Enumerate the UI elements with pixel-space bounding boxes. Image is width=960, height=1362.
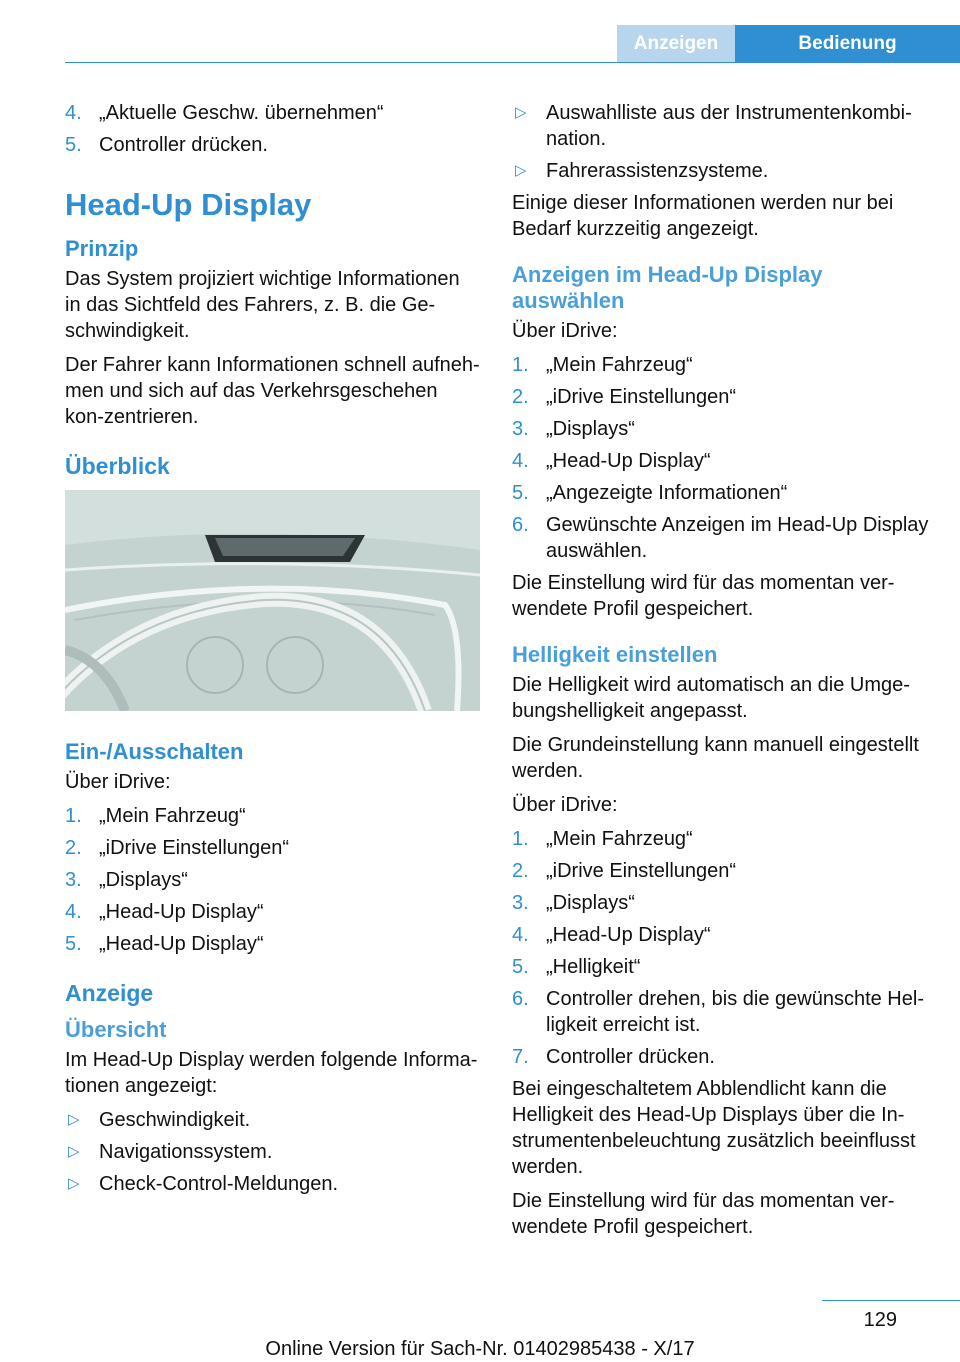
page-number-area xyxy=(822,1300,960,1332)
list-item xyxy=(512,100,932,152)
step-text: Controller drehen, bis die gewünschte Hel-ligkeit erreicht ist. xyxy=(546,988,924,1036)
list-item xyxy=(65,931,480,957)
helligkeit-intro: Über iDrive: xyxy=(512,794,618,816)
bullet-text: Fahrerassistenzsysteme. xyxy=(546,160,769,182)
triangle-bullet-icon: ▷ xyxy=(68,1111,80,1128)
step-text: Controller drücken. xyxy=(546,1046,715,1068)
step-number: 5. xyxy=(512,482,529,504)
step-text: „Mein Fahrzeug“ xyxy=(99,805,246,827)
step-text: „Head-Up Display“ xyxy=(546,450,711,472)
step-number: 4. xyxy=(65,102,82,124)
step-number: 1. xyxy=(512,828,529,850)
bullet-text: Geschwindigkeit. xyxy=(99,1109,251,1131)
prinzip-paragraph-2: Der Fahrer kann Informationen schnell aufneh-men und sich auf das Verkehrsgeschehen kon-zentrieren. xyxy=(65,354,480,428)
step-number: 4. xyxy=(512,924,529,946)
step-text: „iDrive Einstellungen“ xyxy=(546,386,737,408)
step-text: „Mein Fahrzeug“ xyxy=(546,828,693,850)
list-item xyxy=(512,384,932,410)
uebersicht-paragraph: Im Head-Up Display werden folgende Informa-tionen angezeigt: xyxy=(65,1049,478,1097)
header-divider xyxy=(65,62,960,63)
profile-note-2: Die Einstellung wird für das momentan ver-wendete Profil gespeichert. xyxy=(512,1190,895,1238)
step-number: 6. xyxy=(512,988,529,1010)
list-item xyxy=(65,1107,480,1133)
step-number: 4. xyxy=(65,901,82,923)
triangle-bullet-icon: ▷ xyxy=(68,1175,80,1192)
ein-steps-list xyxy=(65,803,480,957)
step-text: „Helligkeit“ xyxy=(546,956,641,978)
list-item xyxy=(65,132,480,158)
list-item xyxy=(512,480,932,506)
bullet-text: Auswahlliste aus der Instrumentenkombi-nation. xyxy=(546,102,912,150)
info-bullet-list xyxy=(65,1107,480,1197)
abblendlicht-paragraph: Bei eingeschaltetem Abblendlicht kann die Helligkeit des Head-Up Displays über die In-strumentenbeleuchtung zusätzlich beeinflusst werden. xyxy=(512,1078,916,1178)
step-text: „Displays“ xyxy=(546,892,635,914)
step-text: „iDrive Einstellungen“ xyxy=(99,837,290,859)
profile-note: Die Einstellung wird für das momentan ver-wendete Profil gespeichert. xyxy=(512,572,895,620)
step-text: „Mein Fahrzeug“ xyxy=(546,354,693,376)
list-item xyxy=(65,867,480,893)
bullet-text: Check-Control-Meldungen. xyxy=(99,1173,339,1195)
helligkeit-paragraph-1: Die Helligkeit wird automatisch an die Umge-bungshelligkeit angepasst. xyxy=(512,674,910,722)
right-column xyxy=(512,100,932,1248)
page-number: 129 xyxy=(863,1309,897,1331)
step-number: 5. xyxy=(512,956,529,978)
step-number: 7. xyxy=(512,1046,529,1068)
step-number: 2. xyxy=(65,837,82,859)
step-text: Gewünschte Anzeigen im Head-Up Display auswählen. xyxy=(546,514,929,562)
list-item xyxy=(65,835,480,861)
triangle-bullet-icon: ▷ xyxy=(68,1143,80,1160)
footer-text: Online Version für Sach-Nr. 01402985438 - X/17 xyxy=(265,1338,695,1360)
prinzip-heading: Prinzip xyxy=(65,236,139,261)
bullet-text: Navigationssystem. xyxy=(99,1141,273,1163)
step-text: „Aktuelle Geschw. übernehmen“ xyxy=(99,102,384,124)
step-number: 3. xyxy=(65,869,82,891)
list-item xyxy=(512,158,932,184)
step-text: „Angezeigte Informationen“ xyxy=(546,482,788,504)
step-text: Controller drücken. xyxy=(99,134,268,156)
step-text: „Head-Up Display“ xyxy=(99,901,264,923)
anzeige-heading: Anzeige xyxy=(65,980,154,1006)
list-item xyxy=(512,1044,932,1070)
ueberblick-heading: Überblick xyxy=(65,453,170,479)
list-item xyxy=(65,1171,480,1197)
tab-bedienung[interactable]: Bedienung xyxy=(735,25,960,62)
list-item xyxy=(512,954,932,980)
header-bar xyxy=(65,25,960,63)
auswaehlen-intro: Über iDrive: xyxy=(512,320,618,342)
list-item xyxy=(512,986,932,1038)
step-number: 6. xyxy=(512,514,529,536)
step-text: „Displays“ xyxy=(99,869,188,891)
page-number-rule xyxy=(822,1300,960,1301)
step-number: 2. xyxy=(512,386,529,408)
ein-intro: Über iDrive: xyxy=(65,771,171,793)
prinzip-paragraph-1: Das System projiziert wichtige Informationen in das Sichtfeld des Fahrers, z. B. die Ge-schwindigkeit. xyxy=(65,268,460,342)
head-up-display-illustration xyxy=(65,490,480,711)
step-number: 5. xyxy=(65,134,82,156)
list-item xyxy=(65,803,480,829)
uebersicht-heading: Übersicht xyxy=(65,1017,167,1042)
list-item xyxy=(65,1139,480,1165)
info-bullet-list-continued xyxy=(512,100,932,184)
list-item xyxy=(512,512,932,564)
step-text: „iDrive Einstellungen“ xyxy=(546,860,737,882)
list-item xyxy=(65,100,480,126)
auswaehlen-heading: Anzeigen im Head-Up Display auswählen xyxy=(512,262,823,313)
step-number: 3. xyxy=(512,418,529,440)
list-item xyxy=(512,890,932,916)
triangle-bullet-icon: ▷ xyxy=(515,162,527,179)
left-column xyxy=(65,100,480,1203)
list-item xyxy=(512,448,932,474)
helligkeit-paragraph-2: Die Grundeinstellung kann manuell eingestellt werden. xyxy=(512,734,919,782)
section-title: Head-Up Display xyxy=(65,187,312,222)
step-number: 1. xyxy=(65,805,82,827)
list-item xyxy=(512,922,932,948)
triangle-bullet-icon: ▷ xyxy=(515,104,527,121)
cockpit-drawing xyxy=(65,490,480,711)
list-item xyxy=(512,352,932,378)
top-steps-list xyxy=(65,100,480,158)
list-item xyxy=(512,858,932,884)
step-text: „Displays“ xyxy=(546,418,635,440)
step-text: „Head-Up Display“ xyxy=(99,933,264,955)
list-item xyxy=(65,899,480,925)
info-note: Einige dieser Informationen werden nur bei Bedarf kurzzeitig angezeigt. xyxy=(512,192,894,240)
list-item xyxy=(512,416,932,442)
step-number: 2. xyxy=(512,860,529,882)
tab-anzeigen[interactable]: Anzeigen xyxy=(617,25,735,62)
helligkeit-steps-list xyxy=(512,826,932,1070)
ein-ausschalten-heading: Ein-/Ausschalten xyxy=(65,739,244,764)
helligkeit-heading: Helligkeit einstellen xyxy=(512,642,718,667)
list-item xyxy=(512,826,932,852)
step-number: 5. xyxy=(65,933,82,955)
step-number: 3. xyxy=(512,892,529,914)
step-number: 4. xyxy=(512,450,529,472)
step-text: „Head-Up Display“ xyxy=(546,924,711,946)
step-number: 1. xyxy=(512,354,529,376)
auswaehlen-steps-list xyxy=(512,352,932,564)
